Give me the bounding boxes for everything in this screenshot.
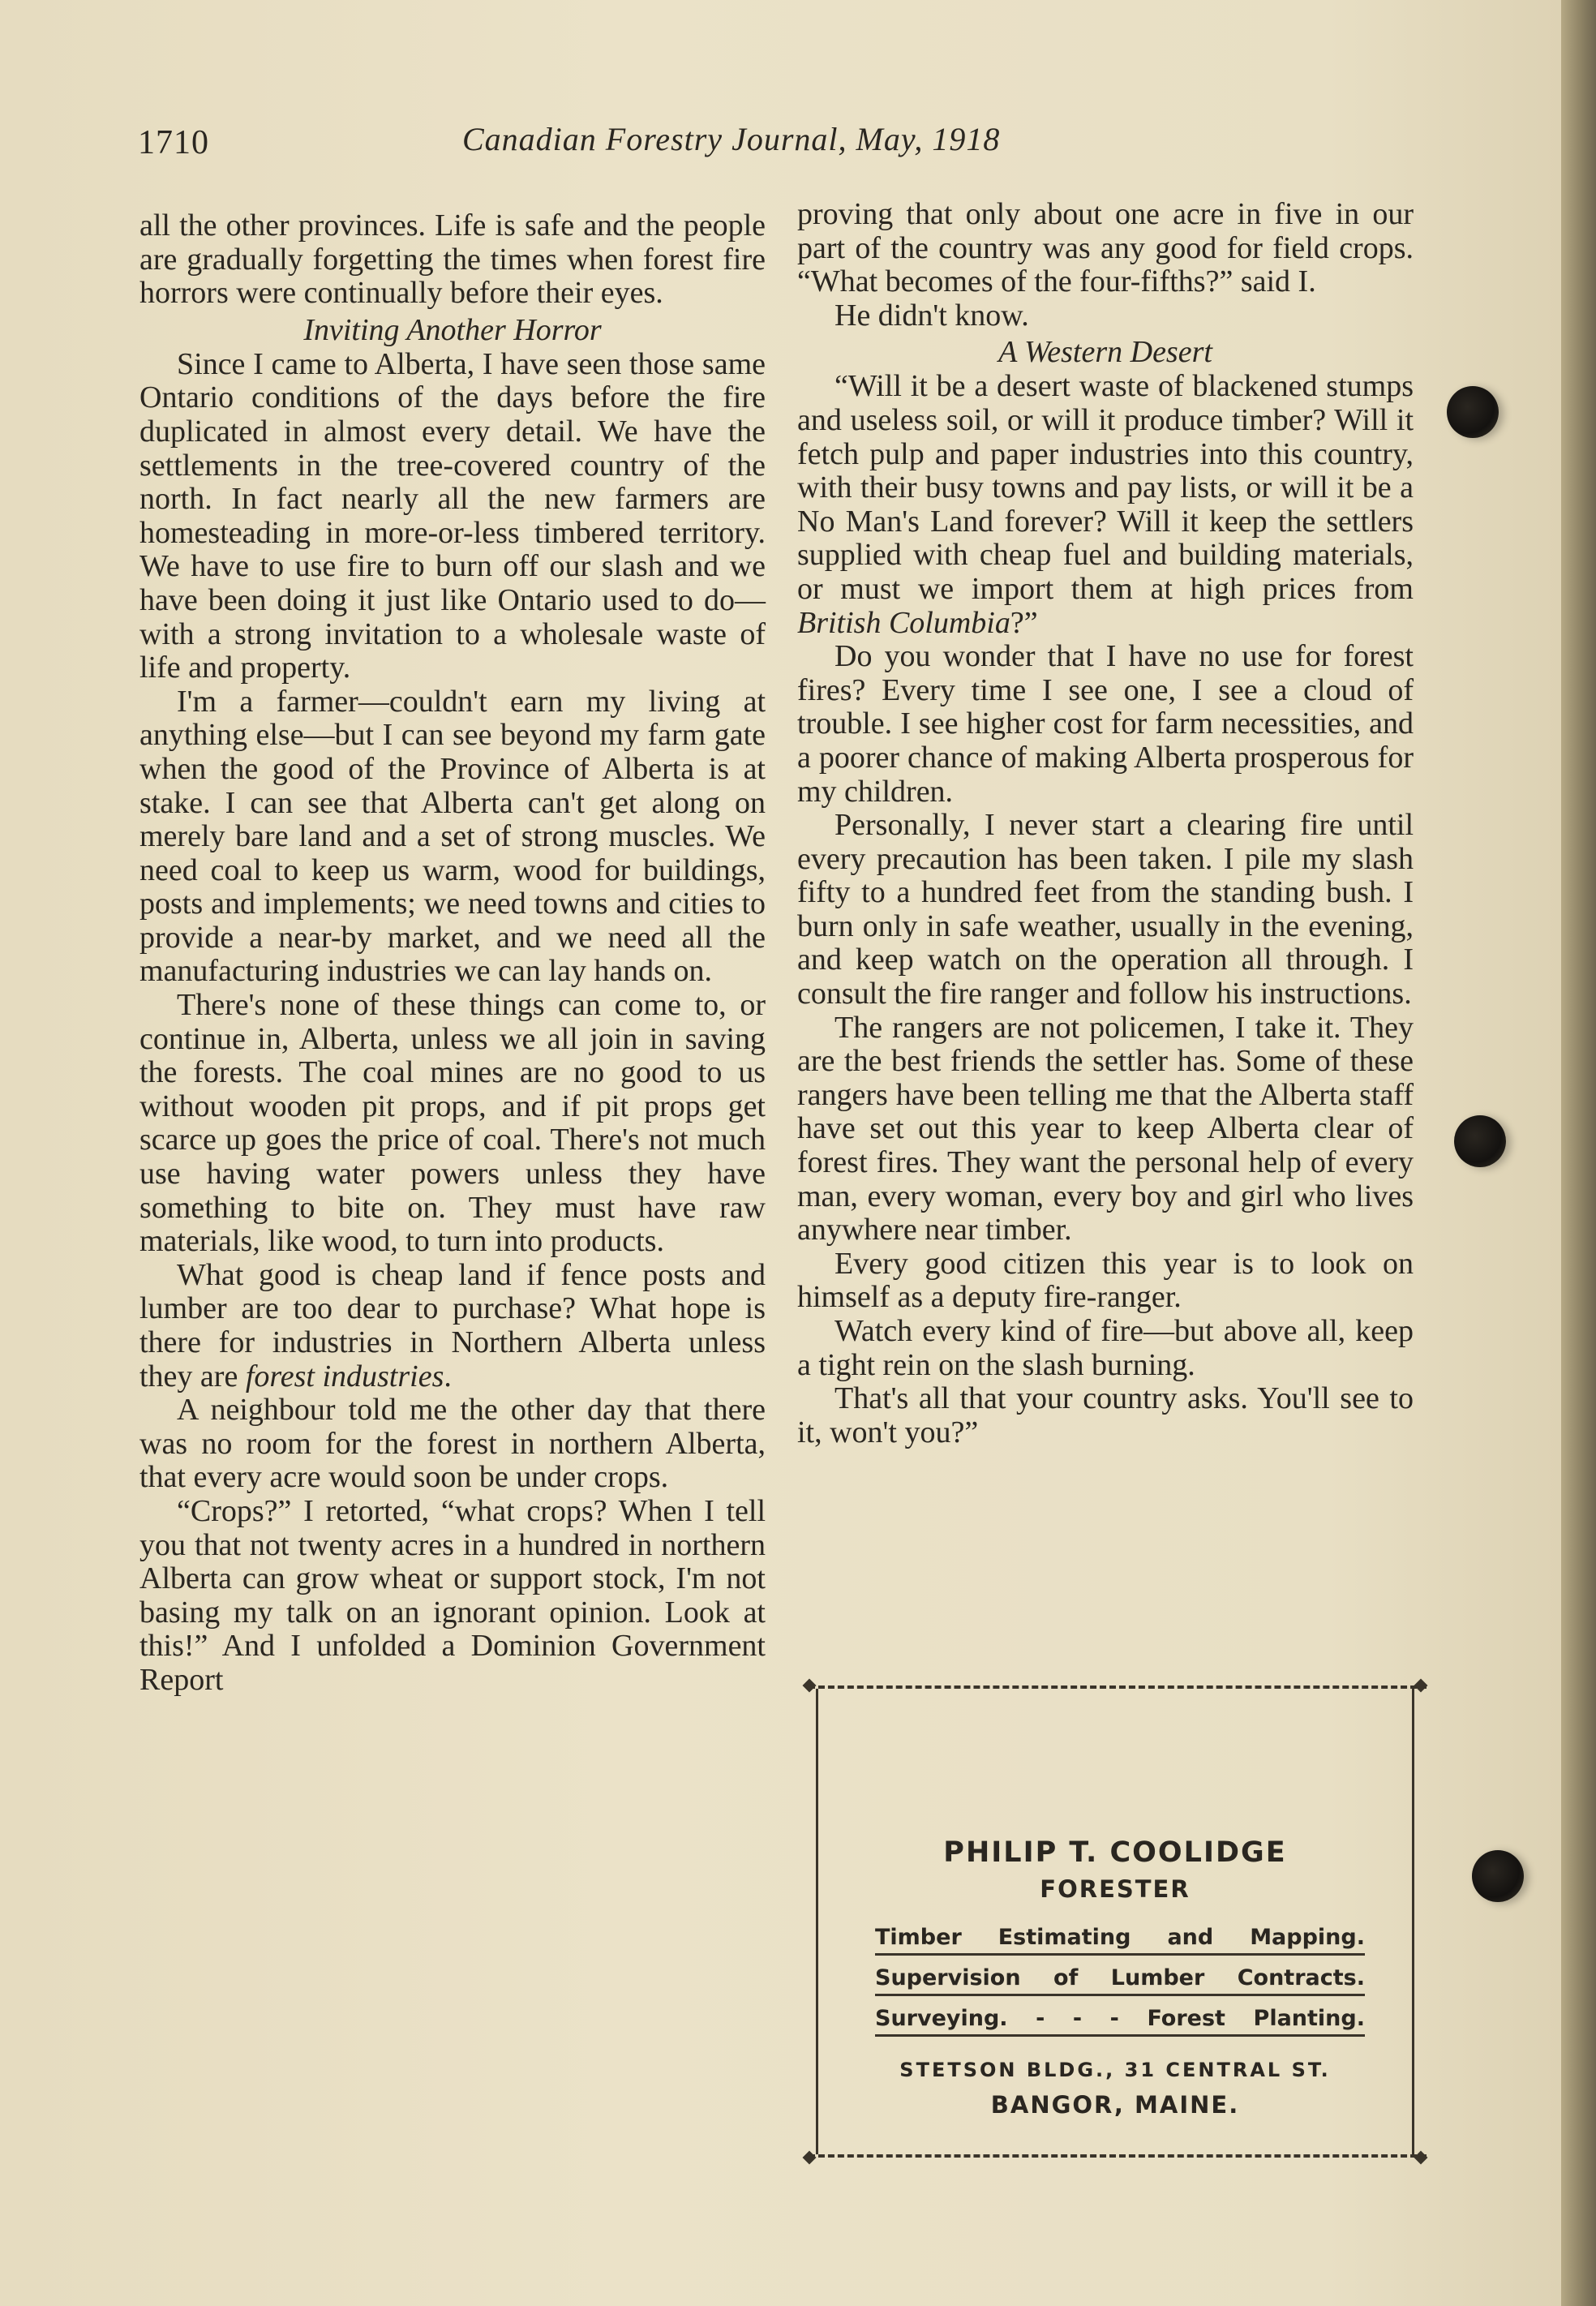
paragraph: Personally, I never start a clearing fire until every precaution has been taken. I pile my slash fifty to a hundred feet from the standing bush. I burn only in safe weather, usually in the evening, and keep watch on the operation all through. I consult the fire ranger and follow his instructions. (797, 808, 1414, 1011)
page-number: 1710 (138, 124, 209, 161)
paragraph: I'm a farmer—couldn't earn my living at anything else—but I can see beyond my farm gate when the good of the Province of Alberta is at stake. I can see that Alberta can't get along on merely bare land and a set of strong muscles. We need coal to keep us warm, wood for buildings, posts and implements; we need towns and cities to provide a near-by market, and we need all the manufacturing industries we can lay hands on. (139, 684, 766, 989)
punch-hole (1472, 1850, 1524, 1902)
advertiser-address: STETSON BLDG., 31 CENTRAL ST. (899, 2059, 1331, 2081)
italic-text: forest industries (245, 1359, 444, 1393)
italic-text: British Columbia (797, 605, 1010, 640)
paragraph: The rangers are not policemen, I take it. They are the best friends the settler has. Some of these rangers have been telling me that the Alberta staff have set out this year to keep Alberta clear of forest fires. They want the personal help of every man, every woman, every boy and girl who lives anywhere near timber. (797, 1010, 1414, 1247)
corner-ornament (803, 2151, 817, 2165)
paragraph: A neighbour told me the other day that there was no room for the forest in northern Alberta, that every acre would soon be under crops. (139, 1393, 766, 1495)
text-run: “Will it be a desert waste of blackened stumps and useless soil, or will it produce timber? Will it fetch pulp and paper industries into this country, with their busy towns and pay lists, or will it be a No Man's Land forever? Will it keep the settlers supplied with cheap fuel and building materials, or must we import them at high prices from (797, 369, 1414, 606)
corner-ornament (1414, 2151, 1428, 2165)
text-run: . (444, 1359, 452, 1393)
text-run: What good is cheap land if fence posts and lumber are too dear to purchase? What hope is there for industries in Northern Alberta unless they are (139, 1257, 766, 1393)
advertiser-name: PHILIP T. COOLIDGE (943, 1836, 1287, 1869)
page-edge (1561, 0, 1596, 2306)
service-line: Supervision of Lumber Contracts. (875, 1965, 1365, 1996)
right-column (797, 198, 1414, 1449)
corner-ornament (803, 1679, 817, 1693)
advertisement-box (816, 1689, 1414, 2154)
paragraph: There's none of these things can come to, or continue in, Alberta, unless we all join in saving the forests. The coal mines are no good to us without wooden pit props, and if pit props get scarce up goes the price of coal. There's not much use having water powers unless they have something to bite on. They must have raw materials, like wood, to turn into products. (139, 988, 766, 1259)
ad-content (818, 1689, 1412, 2154)
page-header (138, 123, 1119, 180)
paragraph: He didn't know. (834, 298, 1029, 333)
paragraph: Every good citizen this year is to look on himself as a deputy fire-ranger. (797, 1246, 1414, 1315)
paragraph: proving that only about one acre in five in our part of the country was any good for field crops. “What becomes of the four-fifths?” said I. (797, 197, 1414, 299)
paragraph: all the other provinces. Life is safe and the people are gradually forgetting the times when forest fire horrors were continually before their eyes. (139, 208, 766, 311)
paragraph: Do you wonder that I have no use for forest fires? Every time I see one, I see a cloud of trouble. I see higher cost for farm necessities, and a poorer chance of making Alberta prosperous for my children. (797, 639, 1414, 809)
left-column (139, 209, 766, 1698)
paragraph (139, 1259, 766, 1393)
section-heading: A Western Desert (998, 335, 1212, 370)
text-run: ?” (1010, 605, 1038, 640)
service-line: Surveying. - - - Forest Planting. (875, 2005, 1365, 2037)
punch-hole (1454, 1115, 1506, 1167)
running-title: Canadian Forestry Journal, May, 1918 (462, 121, 1001, 157)
advertiser-city: BANGOR, MAINE. (990, 2091, 1240, 2119)
paragraph: “Crops?” I retorted, “what crops? When I tell you that not twenty acres in a hundred in northern Alberta can grow wheat or support stock, I'm not basing my talk on an ignorant opinion. Look at this!” And I unfolded a Dominion Government Report (139, 1493, 766, 1697)
section-heading: Inviting Another Horror (303, 312, 602, 347)
service-line: Timber Estimating and Mapping. (875, 1924, 1365, 1956)
advertiser-title: FORESTER (1040, 1875, 1191, 1903)
corner-ornament (1414, 1679, 1428, 1693)
paragraph (797, 370, 1414, 640)
paragraph: That's all that your country asks. You'll see to it, won't you?” (797, 1381, 1414, 1449)
paragraph: Watch every kind of fire—but above all, keep a tight rein on the slash burning. (797, 1314, 1414, 1382)
punch-hole (1447, 386, 1499, 438)
paragraph: Since I came to Alberta, I have seen those same Ontario conditions of the days before the fire duplicated in almost every detail. We have the settlements in the tree-covered country of the north. In fact nearly all the new farmers are homesteading in more-or-less timbered territory. We have to use fire to burn off our slash and we have been doing it just like Ontario used to do—with a strong invitation to a wholesale waste of life and property. (139, 346, 766, 685)
ad-bottom-rule (809, 2154, 1427, 2158)
